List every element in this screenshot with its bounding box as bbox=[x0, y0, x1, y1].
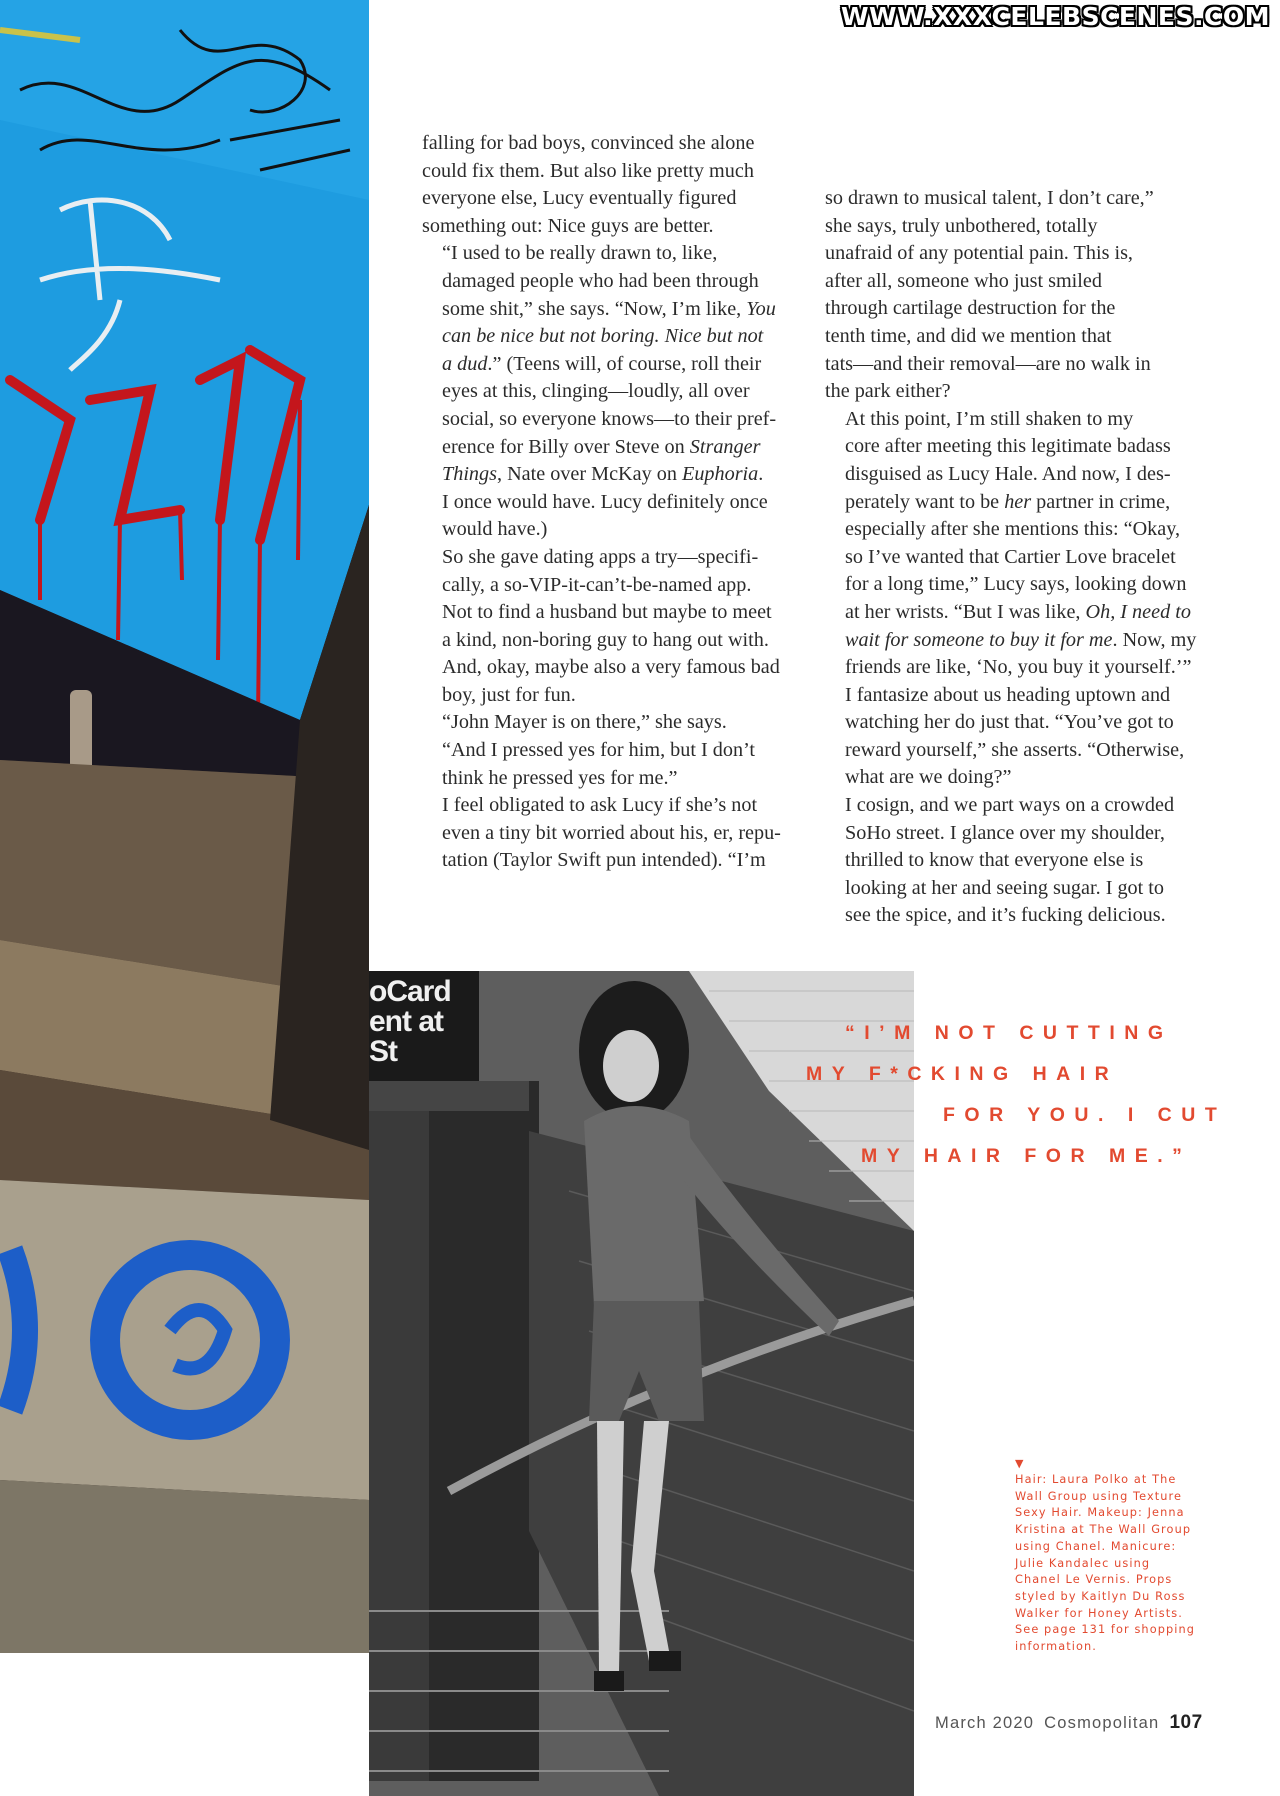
article-paragraph bbox=[422, 792, 792, 875]
text-line bbox=[825, 627, 1210, 655]
text-line bbox=[422, 158, 792, 186]
text-line bbox=[422, 572, 792, 600]
text-run: perately want to be bbox=[845, 490, 1005, 513]
text-line bbox=[422, 792, 792, 820]
text-line bbox=[825, 516, 1210, 544]
subway-sign bbox=[369, 977, 479, 1067]
article-paragraph bbox=[825, 406, 1210, 792]
graffiti-photo bbox=[0, 0, 369, 1653]
text-line bbox=[825, 737, 1210, 765]
text-line bbox=[825, 902, 1210, 930]
text-run: .” (Teens will, of course, roll their bbox=[487, 352, 762, 375]
text-line bbox=[422, 489, 792, 517]
subway-sign-line: oCard bbox=[369, 975, 451, 1008]
text-run: especially after she mentions this: “Okay, bbox=[845, 518, 1181, 541]
text-line bbox=[422, 351, 792, 379]
text-line bbox=[825, 571, 1210, 599]
article-paragraph bbox=[422, 709, 792, 792]
text-line bbox=[825, 185, 1210, 213]
italic-run: can be nice but not boring. Nice but not bbox=[442, 325, 764, 348]
text-line bbox=[422, 847, 792, 875]
article-paragraph bbox=[422, 544, 792, 710]
page-folio bbox=[935, 1712, 1203, 1734]
text-run: eyes at this, clinging—loudly, all over bbox=[442, 380, 750, 403]
article-paragraph bbox=[422, 240, 792, 544]
text-line bbox=[825, 875, 1210, 903]
text-run: At this point, I’m still shaken to my bbox=[845, 407, 1134, 430]
subway-sign-line: St bbox=[369, 1035, 397, 1068]
credit-line: using Chanel. Manicure: bbox=[1015, 1539, 1177, 1553]
text-line bbox=[422, 516, 792, 544]
text-run: cally, a so-VIP-it-can’t-be-named app. bbox=[442, 573, 752, 596]
text-run: through cartilage destruction for the bbox=[825, 297, 1116, 320]
text-run: for a long time,” Lucy says, looking down bbox=[845, 573, 1187, 596]
text-run: social, so everyone knows—to their pref- bbox=[442, 407, 777, 430]
text-run: “I used to be really drawn to, like, bbox=[442, 242, 718, 265]
text-run: what are we doing?” bbox=[845, 766, 1012, 789]
watermark: WWW.XXXCELEBSCENES.COM bbox=[840, 2, 1270, 31]
text-run: something out: Nice guys are better. bbox=[422, 214, 714, 237]
text-run: erence for Billy over Steve on bbox=[442, 435, 690, 458]
text-run: falling for bad boys, convinced she alone bbox=[422, 132, 755, 154]
text-line bbox=[422, 599, 792, 627]
credit-line: Wall Group using Texture bbox=[1015, 1489, 1183, 1503]
text-line bbox=[422, 765, 792, 793]
text-run: SoHo street. I glance over my shoulder, bbox=[845, 821, 1165, 844]
text-run: looking at her and seeing sugar. I got to bbox=[845, 876, 1165, 899]
text-line bbox=[422, 682, 792, 710]
text-line bbox=[422, 461, 792, 489]
credit-line: Julie Kandalec using bbox=[1015, 1556, 1151, 1570]
text-run: I feel obligated to ask Lucy if she’s not bbox=[442, 794, 758, 817]
text-line bbox=[422, 240, 792, 268]
text-run: “And I pressed yes for him, but I don’t bbox=[442, 739, 756, 762]
text-run: reward yourself,” she asserts. “Otherwise, bbox=[845, 738, 1185, 761]
italic-run: You bbox=[746, 297, 776, 320]
text-run: would have.) bbox=[442, 518, 548, 541]
credit-line: Walker for Honey Artists. bbox=[1015, 1606, 1183, 1620]
text-line bbox=[422, 544, 792, 572]
text-line bbox=[825, 489, 1210, 517]
text-run: . bbox=[758, 463, 764, 486]
text-line bbox=[825, 461, 1210, 489]
text-line bbox=[422, 654, 792, 682]
text-run: tats—and their removal—are no walk in bbox=[825, 352, 1151, 375]
text-run: . Now, my bbox=[1112, 628, 1197, 651]
text-run: see the spice, and it’s fucking delicious. bbox=[845, 904, 1166, 927]
text-run: I fantasize about us heading uptown and bbox=[845, 683, 1171, 706]
text-line bbox=[422, 434, 792, 462]
article-paragraph bbox=[825, 185, 1210, 406]
text-run: I cosign, and we part ways on a crowded bbox=[845, 794, 1175, 817]
text-run: she says, truly unbothered, totally bbox=[825, 214, 1098, 237]
text-line bbox=[825, 213, 1210, 241]
text-line bbox=[422, 213, 792, 241]
text-line bbox=[422, 296, 792, 324]
text-line bbox=[825, 378, 1210, 406]
credit-line: See page 131 for shopping bbox=[1015, 1623, 1196, 1637]
text-line bbox=[422, 406, 792, 434]
text-line bbox=[825, 682, 1210, 710]
text-run: I once would have. Lucy definitely once bbox=[442, 490, 768, 513]
text-line bbox=[422, 130, 792, 158]
text-line bbox=[825, 847, 1210, 875]
pull-quote-line: “I’M NOT CUTTING bbox=[845, 1022, 1173, 1044]
text-run: at her wrists. “But I was like, bbox=[845, 600, 1086, 623]
text-run: thrilled to know that everyone else is bbox=[845, 849, 1144, 872]
italic-run: Things bbox=[442, 463, 497, 486]
text-line bbox=[825, 406, 1210, 434]
text-line bbox=[825, 792, 1210, 820]
text-line bbox=[422, 323, 792, 351]
subway-sign-line: ent at bbox=[369, 1005, 444, 1038]
italic-run: wait for someone to buy it for me bbox=[845, 628, 1113, 651]
text-line bbox=[422, 185, 792, 213]
text-line bbox=[825, 295, 1210, 323]
pull-quote-line: MY F*CKING HAIR bbox=[806, 1063, 1119, 1085]
credit-line: Chanel Le Vernis. Props bbox=[1015, 1573, 1173, 1587]
italic-run: her bbox=[1004, 490, 1032, 513]
text-line bbox=[422, 378, 792, 406]
text-run: partner in crime, bbox=[1031, 490, 1171, 513]
text-line bbox=[422, 820, 792, 848]
text-run: think he pressed yes for me.” bbox=[442, 766, 678, 789]
text-run: unafraid of any potential pain. This is, bbox=[825, 242, 1133, 265]
article-paragraph bbox=[825, 792, 1210, 930]
text-run: tenth time, and did we mention that bbox=[825, 324, 1112, 347]
text-line bbox=[422, 737, 792, 765]
credit-line: Sexy Hair. Makeup: Jenna bbox=[1015, 1506, 1185, 1520]
credit-line: Kristina at The Wall Group bbox=[1015, 1523, 1192, 1537]
text-line bbox=[825, 323, 1210, 351]
article-column-2 bbox=[825, 185, 1210, 930]
photo-credits bbox=[1015, 1472, 1215, 1656]
text-run: tation (Taylor Swift pun intended). “I’m bbox=[442, 849, 766, 872]
text-run: a kind, non-boring guy to hang out with. bbox=[442, 628, 769, 651]
text-run: damaged people who had been through bbox=[442, 269, 759, 292]
text-line bbox=[825, 599, 1210, 627]
text-run: friends are like, ‘No, you buy it yourself.’” bbox=[845, 656, 1192, 679]
text-line bbox=[422, 627, 792, 655]
text-line bbox=[825, 764, 1210, 792]
text-run: so drawn to musical talent, I don’t care,” bbox=[825, 187, 1154, 209]
text-run: everyone else, Lucy eventually figured bbox=[422, 187, 737, 210]
text-run: core after meeting this legitimate badass bbox=[845, 435, 1171, 458]
text-run: And, okay, maybe also a very famous bad bbox=[442, 656, 780, 679]
text-run: even a tiny bit worried about his, er, repu- bbox=[442, 821, 781, 844]
text-line bbox=[825, 709, 1210, 737]
subway-stairs-photo bbox=[369, 971, 914, 1796]
italic-run: Stranger bbox=[689, 435, 761, 458]
text-run: watching her do just that. “You’ve got to bbox=[845, 711, 1174, 734]
text-run: could fix them. But also like pretty much bbox=[422, 159, 754, 182]
magazine-name: Cosmopolitan bbox=[1044, 1714, 1160, 1732]
page-number: 107 bbox=[1169, 1712, 1203, 1733]
text-line bbox=[825, 544, 1210, 572]
italic-run: a dud bbox=[442, 352, 488, 375]
pull-quote-line: MY HAIR FOR ME.” bbox=[861, 1145, 1192, 1167]
text-line bbox=[825, 654, 1210, 682]
article-paragraph bbox=[422, 130, 792, 240]
text-line bbox=[422, 709, 792, 737]
pull-quote-line: FOR YOU. I CUT bbox=[943, 1104, 1227, 1126]
credit-line: information. bbox=[1015, 1640, 1097, 1654]
article-column-1 bbox=[422, 130, 792, 875]
text-line bbox=[825, 820, 1210, 848]
text-run: after all, someone who just smiled bbox=[825, 269, 1102, 292]
triangle-down-icon: ▼ bbox=[1015, 1457, 1024, 1470]
text-run: some shit,” she says. “Now, I’m like, bbox=[442, 297, 747, 320]
text-line bbox=[825, 351, 1210, 379]
text-line bbox=[825, 240, 1210, 268]
text-run: the park either? bbox=[825, 380, 951, 403]
text-run: So she gave dating apps a try—specifi- bbox=[442, 545, 759, 568]
text-line bbox=[825, 433, 1210, 461]
text-run: disguised as Lucy Hale. And now, I des- bbox=[845, 462, 1171, 485]
text-run: so I’ve wanted that Cartier Love bracelet bbox=[845, 545, 1176, 568]
text-line bbox=[825, 268, 1210, 296]
text-run: boy, just for fun. bbox=[442, 683, 576, 706]
text-run: “John Mayer is on there,” she says. bbox=[442, 711, 727, 734]
credit-line: styled by Kaitlyn Du Ross bbox=[1015, 1589, 1186, 1603]
text-run: Not to find a husband but maybe to meet bbox=[442, 601, 772, 624]
issue-date: March 2020 bbox=[935, 1714, 1035, 1732]
italic-run: Oh, I need to bbox=[1085, 600, 1191, 623]
italic-run: Euphoria bbox=[681, 463, 759, 486]
text-line bbox=[422, 268, 792, 296]
credit-line: Hair: Laura Polko at The bbox=[1015, 1473, 1177, 1486]
text-run: , Nate over McKay on bbox=[496, 463, 682, 486]
